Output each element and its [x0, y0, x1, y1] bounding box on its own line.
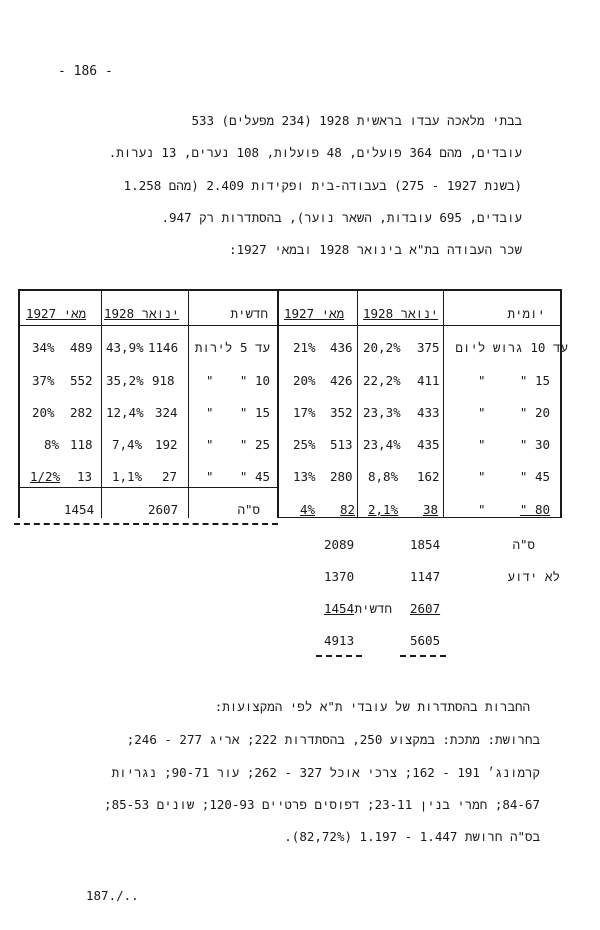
table-caption: שכר העבודה בת"א בינואר 1928 ובמאי 1927: [229, 242, 522, 257]
cell-daily-label: " 30 [519, 437, 550, 452]
cell-monthly-may-count: 118 [70, 437, 93, 452]
monthly-total-may: 1454 [64, 502, 95, 517]
monthly-header-type: חדשית [230, 306, 268, 321]
unknown-may: 1370 [324, 569, 355, 584]
paragraph-line: בחרושת: מתכת: במקצוע 250, בהסתדרות 222; אריג 277 - 246; [126, 732, 540, 747]
cell-daily-may-count: 352 [330, 405, 353, 420]
monthly-total-jan: 2607 [148, 502, 179, 517]
daily-total-jan: 1854 [410, 537, 441, 552]
cell-monthly-may-count: 13 [77, 469, 93, 484]
cell-daily-jan-count: 433 [417, 405, 440, 420]
cell-daily-jan-pct: 20,2% [363, 340, 401, 355]
ditto-mark: " [206, 469, 214, 484]
cell-daily-jan-count: 38 [423, 502, 439, 517]
table-top-rule [18, 289, 562, 291]
header-rule [18, 325, 562, 326]
monthly-carry-jan: 2607 [410, 601, 441, 616]
daily-total-may: 2089 [324, 537, 355, 552]
cell-monthly-jan-count: 27 [162, 469, 178, 484]
cell-monthly-may-count: 489 [70, 340, 93, 355]
daily-header-type: יומית [507, 306, 545, 321]
ditto-mark: " [206, 405, 214, 420]
cell-monthly-jan-count: 192 [155, 437, 178, 452]
ditto-mark: " [478, 437, 486, 452]
ditto-mark: " [478, 373, 486, 388]
cell-monthly-may-pct: 34% [32, 340, 55, 355]
cell-monthly-may-pct: 20% [32, 405, 55, 420]
cell-daily-jan-count: 375 [417, 340, 440, 355]
cell-daily-label: " 45 [519, 469, 550, 484]
cell-daily-jan-pct: 8,8% [368, 469, 399, 484]
cell-daily-may-pct: 4% [300, 502, 316, 517]
cell-daily-jan-pct: 22,2% [363, 373, 401, 388]
cell-daily-jan-count: 435 [417, 437, 440, 452]
cell-monthly-jan-pct: 35,2% [106, 373, 144, 388]
paragraph-line: בבתי מלאכה עבדו בראשית 1928 (234 מפעלים) 533 [191, 113, 522, 128]
paragraph-line: בס"ה חרושת 1.447 - 1.197 (82,72%). [284, 829, 540, 844]
unknown-label: לא ידוע [507, 569, 560, 584]
grand-total-jan: 5605 [410, 633, 441, 648]
cell-monthly-jan-pct: 12,4% [106, 405, 144, 420]
cell-daily-may-count: 436 [330, 340, 353, 355]
cell-daily-jan-count: 162 [417, 469, 440, 484]
monthly-total-label: ס"ה [237, 502, 260, 517]
cell-daily-label: " 20 [519, 405, 550, 420]
cell-daily-label: " 80 [519, 502, 550, 517]
paragraph-line: קרמונג׳ 191 - 162; צרכי אוכל 327 - 262; עור 90-71; נגריות [111, 765, 540, 780]
cell-daily-may-pct: 21% [293, 340, 316, 355]
paragraph-line: (בשנת 1927 - 275) בעבודה-בית ופקידות 2.409 (מהם 1.258 [123, 178, 522, 193]
cell-monthly-may-pct: 37% [32, 373, 55, 388]
daily-header-may: מאי 1927 [284, 306, 345, 321]
cell-daily-jan-count: 411 [417, 373, 440, 388]
ditto-mark: " [478, 405, 486, 420]
cell-daily-label: " 15 [519, 373, 550, 388]
grand-total-dashes [400, 655, 446, 657]
ditto-mark: " [206, 373, 214, 388]
cell-daily-may-count: 513 [330, 437, 353, 452]
cell-daily-may-count: 280 [330, 469, 353, 484]
cell-monthly-jan-count: 324 [155, 405, 178, 420]
unknown-jan: 1147 [410, 569, 441, 584]
cell-daily-may-pct: 17% [293, 405, 316, 420]
grand-total-may: 4913 [324, 633, 355, 648]
cell-monthly-may-pct: 8% [44, 437, 60, 452]
cell-monthly-jan-pct: 43,9% [106, 340, 144, 355]
cell-daily-may-pct: 25% [293, 437, 316, 452]
cell-monthly-jan-count: 918 [152, 373, 175, 388]
continuation-footer: 187./.. [86, 888, 139, 903]
cell-monthly-label: " 10 [239, 373, 270, 388]
cell-monthly-label: " 15 [239, 405, 270, 420]
cell-monthly-jan-count: 1146 [148, 340, 179, 355]
ditto-mark: " [206, 437, 214, 452]
paragraph-line: עובדים, 695 עובדות, השאר נוער), בהסתדרות רק 947. [161, 210, 522, 225]
paragraph-line: 84-67; חמרי בנין 23-11; דפוסים פרטיים 120-93; שונים 85-53; [104, 797, 540, 812]
cell-daily-jan-pct: 23,3% [363, 405, 401, 420]
cell-monthly-label: " 45 [239, 469, 270, 484]
page-number: - 186 - [58, 64, 113, 79]
daily-total-label: ס"ה [512, 537, 535, 552]
monthly-header-may: מאי 1927 [26, 306, 87, 321]
cell-monthly-may-pct: 1/2% [30, 469, 61, 484]
monthly-carry-may: 1454 [324, 601, 355, 616]
cell-monthly-jan-pct: 7,4% [112, 437, 143, 452]
monthly-sum-rule [18, 487, 278, 488]
cell-monthly-label: " 25 [239, 437, 270, 452]
cell-daily-label: עד 10 גרוש ליום [455, 340, 568, 355]
cell-daily-may-count: 82 [340, 502, 356, 517]
ditto-mark: " [478, 502, 486, 517]
cell-daily-may-pct: 13% [293, 469, 316, 484]
separator-dashes [14, 523, 278, 525]
cell-daily-jan-pct: 23,4% [363, 437, 401, 452]
cell-monthly-jan-pct: 1,1% [112, 469, 143, 484]
section-heading: החברות בהסתדרות של עובדי ת"א לפי המקצועות: [214, 699, 530, 714]
cell-daily-jan-pct: 2,1% [368, 502, 399, 517]
monthly-header-jan: ינואר 1928 [104, 306, 180, 321]
cell-daily-may-count: 426 [330, 373, 353, 388]
cell-monthly-label: עד 5 לירות [194, 340, 270, 355]
daily-header-jan: ינואר 1928 [363, 306, 439, 321]
cell-monthly-may-count: 282 [70, 405, 93, 420]
paragraph-line: עובדים, מהם 364 פועלים, 48 פועלות, 108 נערים, 13 נערות. [108, 145, 522, 160]
grand-total-dashes [316, 655, 362, 657]
ditto-mark: " [478, 469, 486, 484]
daily-sum-rule [277, 517, 562, 518]
cell-daily-may-pct: 20% [293, 373, 316, 388]
monthly-carry-label: חדשית [354, 601, 392, 616]
cell-monthly-may-count: 552 [70, 373, 93, 388]
